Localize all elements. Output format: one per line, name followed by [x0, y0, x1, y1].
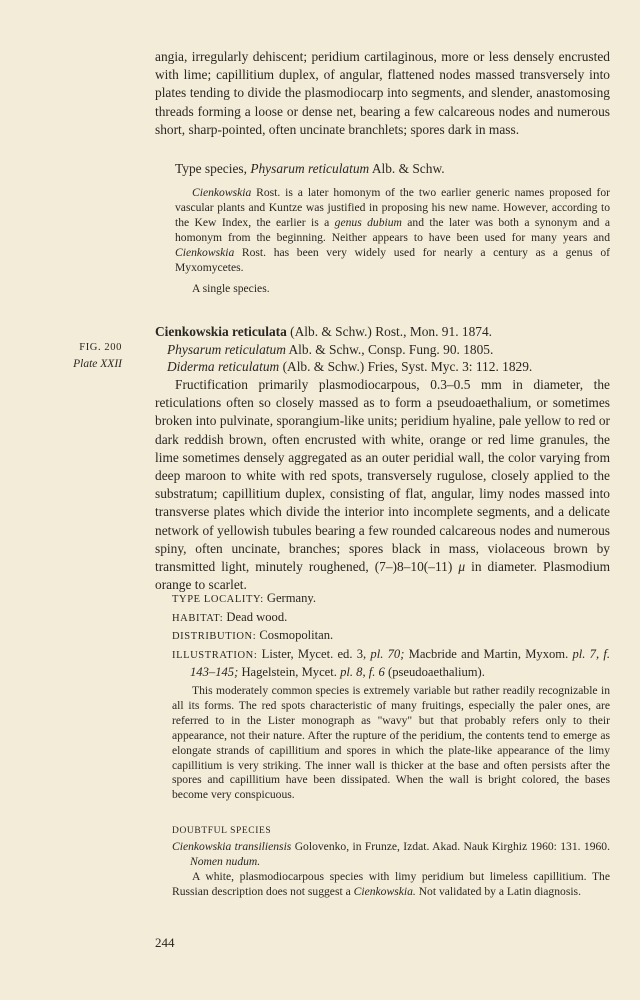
species-name: Cienkowskia reticulata — [155, 324, 287, 339]
discussion-paragraph: This moderately common species is extremely variable but rather readily recognizable in all its forms. The red spots characteristic of many fruitings, especially the paler ones, are referred to in the Lister monograph as "wavy" but that probably refers only to their appearance, not their nature. After the rupture of the peridium, the contents tend to emerge as elongate strands of capillitium and spores in which the plate-like appearance of the limy capillitium is very striking. The inner wall is thicker at the base and often persists after the spores and capillitium have been dissipated. When the wall is bright colored, the bases become very conspicuous. — [172, 684, 610, 802]
genus-note: Cienkowskia Rost. is a later homonym of the two earlier generic names proposed for vascular plants and Kuntze was justified in proposing his new name. However, according to the Kew Index, the earlier is a genus dubium and the later was both a synonym and a homonym from the beginning. Neither appears to have been used for many years and Cienkowskia Rost. has been very widely used for nearly a century as a genus of Myxomycetes. — [175, 186, 611, 274]
type-species-prefix: Type species, — [175, 161, 247, 176]
type-species-line — [175, 160, 605, 178]
doubtful-species-section — [172, 824, 610, 900]
synonym-1: Physarum reticulatum Alb. & Schw., Consp. Fung. 90. 1805. — [167, 341, 494, 357]
plate-ref: Plate XXII — [73, 358, 122, 370]
species-description: Fructification primarily plasmodiocarpous, 0.3–0.5 mm in diameter, the reticulations often so closely massed as to form a pseudoaethalium, or sometimes broken into pulvinate, sporangium-like units; peridium hyaline, pale yellow to red or dark reddish brown, often encrusted with white, orange or red lime granules, the lime sometimes densely aggregated as an outer peridial wall, the color varying from deep maroon to white with red spots, transversely rugulose, closely applied to the substratum; capillitium duplex, consisting of flat, angular, limy nodes massed into transverse plates which divide the interior into incomplete segments, and a delicate network of yellowish tubules bearing a few rounded calcareous nodes and numerous spiny, often uncinate, branches; spores black in mass, violaceous brown by transmitted light, minutely roughened, (7–)8–10(–11) μ in diameter. Plasmodium orange to scarlet. — [155, 377, 610, 593]
margin-reference — [40, 340, 122, 372]
doubtful-species-note: A white, plasmodiocarpous species with limy peridium but limeless capillitium. The Russian description does not suggest a Cienkowskia. Not validated by a Latin diagnosis. — [172, 869, 610, 898]
species-citation: (Alb. & Schw.) Rost., Mon. 91. 1874. — [290, 324, 493, 339]
single-species-note: A single species. — [192, 282, 270, 295]
genus-dubium: genus dubium — [334, 215, 402, 229]
doubtful-heading: DOUBTFUL SPECIES — [172, 826, 272, 836]
species-heading-block — [155, 323, 610, 376]
habitat-row: HABITAT: Dead wood. — [172, 609, 288, 624]
illustration-row: ILLUSTRATION: Lister, Mycet. ed. 3, pl. 70; Macbride and Martin, Myxom. pl. 7, f. 143–145; Hagelstein, Mycet. pl. 8, f. 6 (pseudoaethalium). — [172, 646, 611, 679]
page-number: 244 — [155, 935, 175, 950]
synonym-2: Diderma reticulatum (Alb. & Schw.) Fries, Syst. Myc. 3: 112. 1829. — [167, 359, 533, 374]
data-fields — [172, 590, 610, 682]
doubtful-species-entry: Cienkowskia transiliensis Golovenko, in Frunze, Izdat. Akad. Nauk Kirghiz 1960: 131. 1960. Nomen nudum. — [172, 840, 610, 868]
genus-note-genus: Cienkowskia — [192, 186, 252, 199]
species-heading — [155, 323, 610, 341]
type-species-name: Physarum reticulatum — [250, 161, 370, 176]
distribution-row: DISTRIBUTION: Cosmopolitan. — [172, 628, 334, 642]
figure-ref: FIG. 200 — [79, 342, 122, 353]
type-locality-row: TYPE LOCALITY: Germany. — [172, 591, 317, 605]
intro-paragraph: angia, irregularly dehiscent; peridium cartilaginous, more or less densely encrusted with lime; capillitium duplex, of angular, flattened nodes massed transversely into plates tending to divide the plasmodiocarp into segments, and slender, anastomosing threads forming a loose or dense net, bearing a few calcareous nodes and numerous short, sharp-pointed, often uncinate branchlets; spores dark in mass. — [155, 49, 610, 137]
type-species-authority: Alb. & Schw. — [371, 161, 445, 176]
micron-unit: μ — [458, 559, 466, 575]
